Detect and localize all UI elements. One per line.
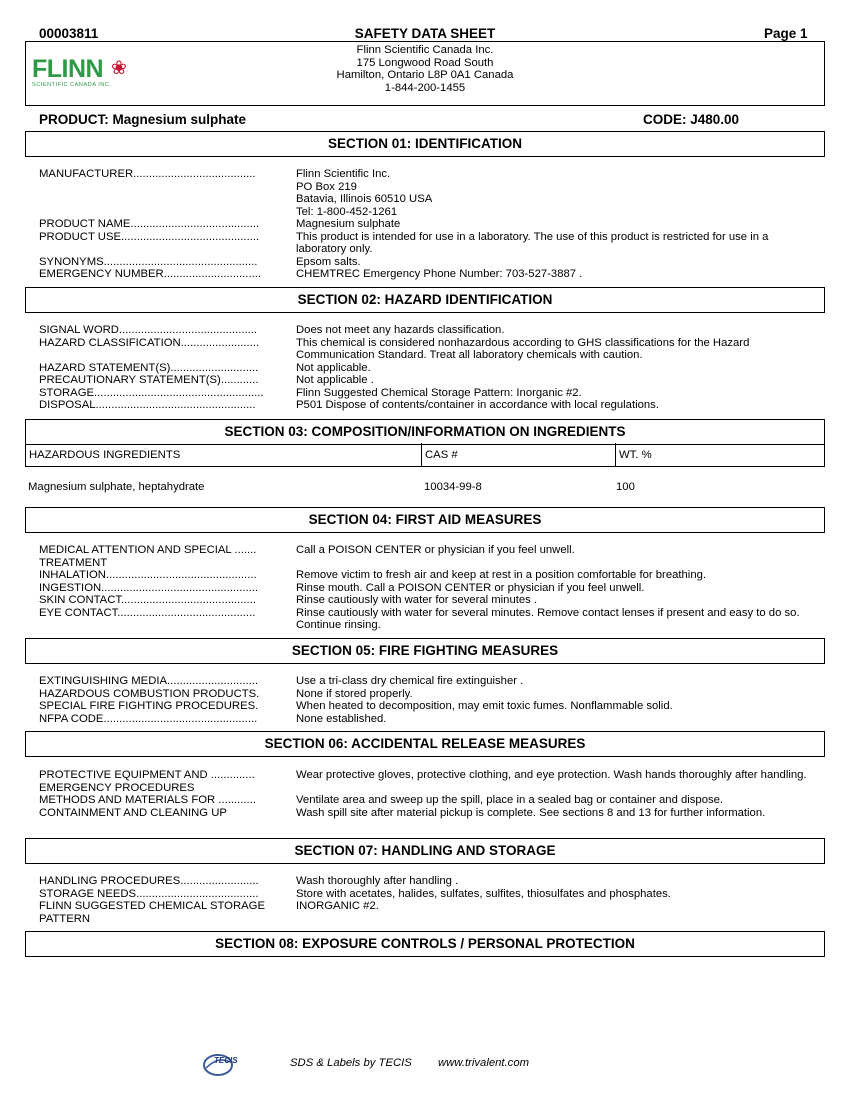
list-item [39, 769, 809, 782]
field-value: None if stored properly. [296, 687, 413, 700]
list-item [39, 607, 809, 632]
list-item [39, 688, 809, 701]
field-value: Wear protective gloves, protective clothing, and eye protection. Wash hands thoroughly after handling. [296, 769, 807, 781]
field-label: SIGNAL WORD............................................ [39, 324, 258, 336]
ingredient-cas: 10034-99-8 [424, 481, 482, 493]
page-number: Page 1 [764, 26, 808, 41]
field-label: MANUFACTURER....................................... [39, 168, 256, 180]
section-04-title: SECTION 04: FIRST AID MEASURES [25, 507, 825, 533]
document-title: SAFETY DATA SHEET [354, 26, 496, 41]
field-label: PROTECTIVE EQUIPMENT AND .............. [39, 769, 255, 781]
list-item [39, 713, 809, 726]
field-label: PRECAUTIONARY STATEMENT(S)............ [39, 374, 259, 386]
field-value: Rinse cautiously with water for several minutes. Remove contact lenses if present and easy to do so. Continue rinsing. [296, 606, 800, 631]
ingredients-table-header [25, 443, 825, 467]
list-item [39, 794, 809, 807]
list-item [39, 875, 809, 888]
field-label: STORAGE NEEDS....................................... [39, 887, 259, 900]
field-label: PRODUCT USE............................................ [39, 230, 260, 243]
list-item [39, 544, 809, 557]
field-value: This chemical is considered nonhazardous according to GHS classifications for the Hazard Communication Standard. Treat all laboratory chemicals with caution. [296, 336, 750, 361]
section-04-rows [39, 544, 809, 632]
list-item [39, 218, 809, 231]
field-value: Ventilate area and sweep up the spill, place in a sealed bag or container and dispose. [296, 794, 724, 806]
section-07-rows [39, 875, 809, 925]
field-value: None established. [296, 712, 387, 725]
section-06-rows [39, 769, 809, 819]
list-item [39, 324, 809, 337]
field-label: HAZARD CLASSIFICATION......................... [39, 336, 260, 349]
field-label: HANDLING PROCEDURES......................... [39, 875, 259, 887]
list-item [39, 807, 809, 820]
field-value: CHEMTREC Emergency Phone Number: 703-527-3887 . [296, 268, 583, 280]
field-value: PO Box 219 [296, 180, 357, 193]
product-name: PRODUCT: Magnesium sulphate [39, 112, 247, 127]
field-label: SKIN CONTACT........................................... [39, 594, 256, 606]
list-item [39, 594, 809, 607]
list-item [39, 582, 809, 595]
list-item [39, 337, 809, 362]
field-label [39, 206, 296, 219]
company-address: Flinn Scientific Canada Inc. 175 Longwood Road South Hamilton, Ontario L8P 0A1 Canada 1-844-200-1455 [336, 44, 514, 94]
header-wt: WT. % [619, 449, 652, 461]
field-label: TREATMENT [39, 556, 108, 569]
list-item [39, 206, 809, 219]
field-label: INGESTION.................................................. [39, 581, 259, 594]
list-item [39, 268, 809, 281]
field-value: Not applicable . [296, 374, 374, 386]
field-label: EMERGENCY NUMBER............................... [39, 268, 261, 280]
field-label: NFPA CODE................................................. [39, 712, 258, 725]
product-code: CODE: J480.00 [643, 112, 740, 127]
flinn-logo: FLINN ❀ SCIENTIFIC CANADA INC. [32, 55, 127, 88]
field-value: Epsom salts. [296, 255, 361, 268]
field-value: Batavia, Illinois 60510 USA [296, 193, 433, 205]
list-item [39, 399, 809, 412]
field-value [296, 913, 809, 926]
field-value: Flinn Scientific Inc. [296, 168, 391, 180]
field-value: Flinn Suggested Chemical Storage Pattern: Inorganic #2. [296, 386, 582, 399]
section-07-title: SECTION 07: HANDLING AND STORAGE [25, 838, 825, 864]
list-item [39, 256, 809, 269]
field-label: METHODS AND MATERIALS FOR ............ [39, 794, 256, 806]
list-item [39, 700, 809, 713]
list-item [39, 362, 809, 375]
field-value: Wash thoroughly after handling . [296, 875, 459, 887]
list-item [39, 900, 809, 913]
list-item [39, 782, 809, 795]
field-label: EYE CONTACT............................................ [39, 606, 256, 619]
field-value [296, 782, 809, 795]
field-label: STORAGE...................................................... [39, 386, 264, 399]
footer-credit: SDS & Labels by TECIS [290, 1057, 412, 1069]
field-label: PRODUCT NAME......................................... [39, 218, 260, 230]
field-value: Rinse cautiously with water for several minutes . [296, 594, 538, 606]
field-value: Not applicable. [296, 361, 371, 374]
list-item [39, 193, 809, 206]
section-06-title: SECTION 06: ACCIDENTAL RELEASE MEASURES [25, 731, 825, 757]
header-cas: CAS # [422, 443, 616, 466]
field-value: Rinse mouth. Call a POISON CENTER or physician if you feel unwell. [296, 581, 645, 594]
list-item [39, 231, 809, 256]
list-item [39, 888, 809, 901]
field-label: SPECIAL FIRE FIGHTING PROCEDURES. [39, 700, 259, 712]
tecis-logo-icon [200, 1052, 260, 1078]
field-value: Does not meet any hazards classification. [296, 324, 505, 336]
header-ingredients: HAZARDOUS INGREDIENTS [26, 443, 422, 466]
footer [200, 1052, 600, 1078]
field-value: Use a tri-class dry chemical fire extinguisher . [296, 675, 524, 687]
section-01-rows [39, 168, 809, 281]
field-value: Tel: 1-800-452-1261 [296, 205, 398, 218]
field-value: Magnesium sulphate [296, 218, 401, 230]
field-label: HAZARD STATEMENT(S)............................ [39, 361, 259, 374]
list-item [39, 387, 809, 400]
svg-text:TECIS: TECIS [214, 1056, 238, 1065]
footer-url[interactable]: www.trivalent.com [438, 1057, 530, 1069]
field-value: INORGANIC #2. [296, 900, 379, 912]
field-value: Call a POISON CENTER or physician if you feel unwell. [296, 544, 575, 556]
list-item [39, 181, 809, 194]
section-08-title: SECTION 08: EXPOSURE CONTROLS / PERSONAL PROTECTION [25, 931, 825, 957]
field-value: Remove victim to fresh air and keep at rest in a position comfortable for breathing. [296, 569, 707, 581]
field-value: Wash spill site after material pickup is complete. See sections 8 and 13 for further information. [296, 806, 766, 819]
list-item [39, 569, 809, 582]
field-label: CONTAINMENT AND CLEANING UP [39, 806, 227, 819]
list-item [39, 913, 809, 926]
maple-leaf-icon: ❀ [111, 58, 127, 79]
ingredient-name: Magnesium sulphate, heptahydrate [28, 481, 205, 493]
section-02-title: SECTION 02: HAZARD IDENTIFICATION [25, 287, 825, 313]
field-value: This product is intended for use in a laboratory. The use of this product is restricted for use in a laboratory only. [296, 230, 769, 255]
section-05-title: SECTION 05: FIRE FIGHTING MEASURES [25, 638, 825, 664]
field-label [39, 193, 296, 206]
field-label: EMERGENCY PROCEDURES [39, 781, 195, 794]
document-number: 00003811 [39, 26, 99, 41]
field-label: INHALATION................................................ [39, 569, 257, 581]
field-label: EXTINGUISHING MEDIA............................. [39, 675, 259, 687]
field-value: Store with acetates, halides, sulfates, sulfites, thiosulfates and phosphates. [296, 887, 671, 900]
field-value [296, 557, 809, 570]
field-label: DISPOSAL................................................... [39, 399, 256, 411]
field-value: When heated to decomposition, may emit toxic fumes. Nonflammable solid. [296, 700, 673, 712]
section-02-rows [39, 324, 809, 412]
section-03-title: SECTION 03: COMPOSITION/INFORMATION ON INGREDIENTS [25, 419, 825, 445]
ingredient-wt: 100 [616, 481, 635, 493]
list-item [39, 374, 809, 387]
section-05-rows [39, 675, 809, 725]
field-label: MEDICAL ATTENTION AND SPECIAL ....... [39, 544, 257, 556]
field-label: FLINN SUGGESTED CHEMICAL STORAGE [39, 900, 265, 912]
field-label: HAZARDOUS COMBUSTION PRODUCTS. [39, 687, 260, 700]
field-value: P501 Dispose of contents/container in accordance with local regulations. [296, 399, 659, 411]
list-item [39, 675, 809, 688]
company-box [25, 41, 825, 106]
field-label: PATTERN [39, 912, 91, 925]
field-label: SYNONYMS................................................. [39, 255, 258, 268]
list-item [39, 168, 809, 181]
field-label [39, 181, 296, 194]
section-01-title: SECTION 01: IDENTIFICATION [25, 131, 825, 157]
list-item [39, 557, 809, 570]
